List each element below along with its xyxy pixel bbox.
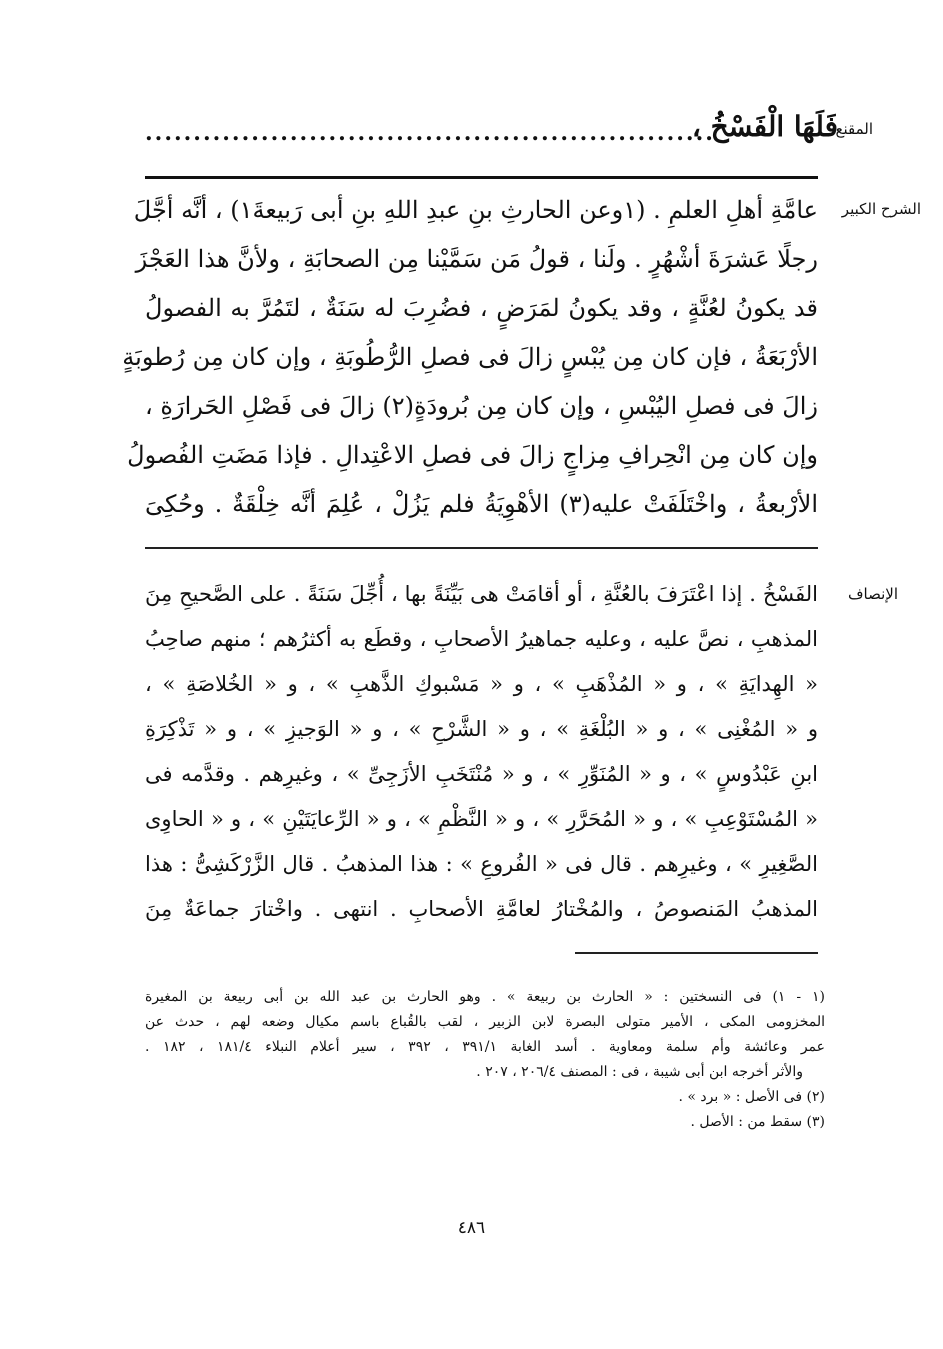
footnote-2: (٢) فى الأصل : « برد » . xyxy=(678,1089,825,1105)
muqni-text: فَلَهَا الْفَسْخُ ، xyxy=(691,110,838,143)
footnote-1-line: والأثر أخرجه ابن أبى شيبة ، فى : المصنف ٢٠٦/٤ ، ٢٠٧ . xyxy=(476,1064,803,1080)
footnote-1-line: عمر وعائشة وأم سلمة ومعاوية . أسد الغابة ٣٩١/١ ، ٣٩٢ ، سير أعلام النبلاء ١٨١/٤ ، ١٨٢ . xyxy=(145,1039,825,1055)
sharh-line: رجلًا عَشرَةَ أشْهُرٍ . ولَنا ، قولُ مَن سَمَّيْنا مِن الصحابَةِ ، ولأنَّ هذا العَجْزَ xyxy=(135,245,818,273)
insaf-line: ابنِ عَبْدُوسٍ » ، و « المُنَوِّرِ » ، و « مُنْتَخَبِ الأزَجِىِّ » ، وغيرِهم . وقدَّمه فى xyxy=(145,762,818,786)
sharh-line: عامَّةِ أهلِ العلمِ . (١وعن الحارثِ بنِ عبدِ اللهِ بنِ أبى رَبيعةَ١) ، أنَّه أجَّلَ xyxy=(133,196,818,224)
sharh-line: وإن كان مِن انْحِرافِ مِزاجٍ زالَ فى فصلِ الاعْتِدالِ . فإذا مَضَتِ الفُصولُ xyxy=(127,441,818,469)
label-muqni: المقنع xyxy=(835,120,873,138)
section-divider-middle xyxy=(145,547,818,549)
sharh-line: زالَ فى فصلِ اليُبْسِ ، وإن كان مِن بُرودَةٍ(٢) زالَ فى فَصْلِ الحَرارَةِ ، xyxy=(145,392,818,420)
insaf-line: و « المُغْنِى » ، و « البُلْغَةِ » ، و « الشَّرْحِ » ، و « الوَجيزِ » ، و « تَذْكِرَةِ xyxy=(145,717,818,741)
muqni-dotted-leader: ........................................................... xyxy=(145,120,715,146)
footnote-1-line: المخزومى المكى ، الأمير متولى البصرة لابن الزبير ، لقب بالقُباع باسم مكيال وضعه لهم ، حدث عن xyxy=(145,1014,825,1030)
insaf-line: المذهبُ المَنصوصُ ، والمُخْتارُ لعامَّةِ الأصحابِ . انتهى . واخْتارَ جماعَةٌ مِنَ xyxy=(145,897,818,921)
sharh-line: الأرْبعةُ ، واخْتَلَفَتْ عليه(٣) الأهْوِيَةُ فلم يَزُلْ ، عُلِمَ أنَّه خِلْقَةٌ . وحُكِىَ xyxy=(145,490,818,518)
insaf-text xyxy=(145,576,818,936)
section-divider-top xyxy=(145,176,818,179)
insaf-line: « الهِدايَةِ » ، و « المُذْهَبِ » ، و « مَسْبوكِ الذَّهبِ » ، و « الخُلاصَةِ » ، xyxy=(145,672,818,696)
insaf-line: الصَّغِيرِ » ، وغيرِهم . قال فى « الفُروعِ » : هذا المذهبُ . قال الزَّرْكَشِىُّ : هذا xyxy=(145,852,818,876)
insaf-line: « المُسْتَوْعِبِ » ، و « المُحَرَّرِ » ، و « النَّظْمِ » ، و « الرِّعايَتَيْنِ » ، و « الحاوِى xyxy=(145,807,818,831)
footnote-separator xyxy=(575,952,818,954)
sharh-line: قد يكونُ لعُنَّةٍ ، وقد يكونُ لمَرَضٍ ، فضُرِبَ له سَنَةٌ ، لتَمُرَّ به الفصولُ xyxy=(145,294,818,322)
label-insaf: الإنصاف xyxy=(847,585,898,603)
label-sharh-kabir: الشرح الكبير xyxy=(841,200,921,218)
footnote-3: (٣) سقط من : الأصل . xyxy=(690,1114,825,1130)
page-number: ٤٨٦ xyxy=(457,1218,486,1238)
insaf-line: المذهبِ ، نصَّ عليه ، وعليه جماهيرُ الأصحابِ ، وقطَع به أكثرُهم ؛ منهم صاحِبُ xyxy=(145,627,818,651)
insaf-line: الفَسْخُ . إذا اعْتَرَفَ بالعُنَّةِ ، أو أقامَتْ هى بَيِّنَةً بها ، أُجِّلَ سَنَةً . على الصَّحيحِ مِنَ xyxy=(145,582,818,606)
sharh-line: الأرْبَعَةُ ، فإن كان مِن يُبْسٍ زالَ فى فصلِ الرُّطُوبَةِ ، وإن كان مِن رُطوبَةٍ xyxy=(122,343,818,371)
footnote-1-line: (١ - ١) فى النسختين : « الحارث بن ربيعة » . وهو الحارث بن عبد الله بن أبى ربيعة بن المغيرة xyxy=(145,989,825,1005)
sharh-kabir-text xyxy=(122,190,818,518)
footnotes xyxy=(145,985,825,1165)
